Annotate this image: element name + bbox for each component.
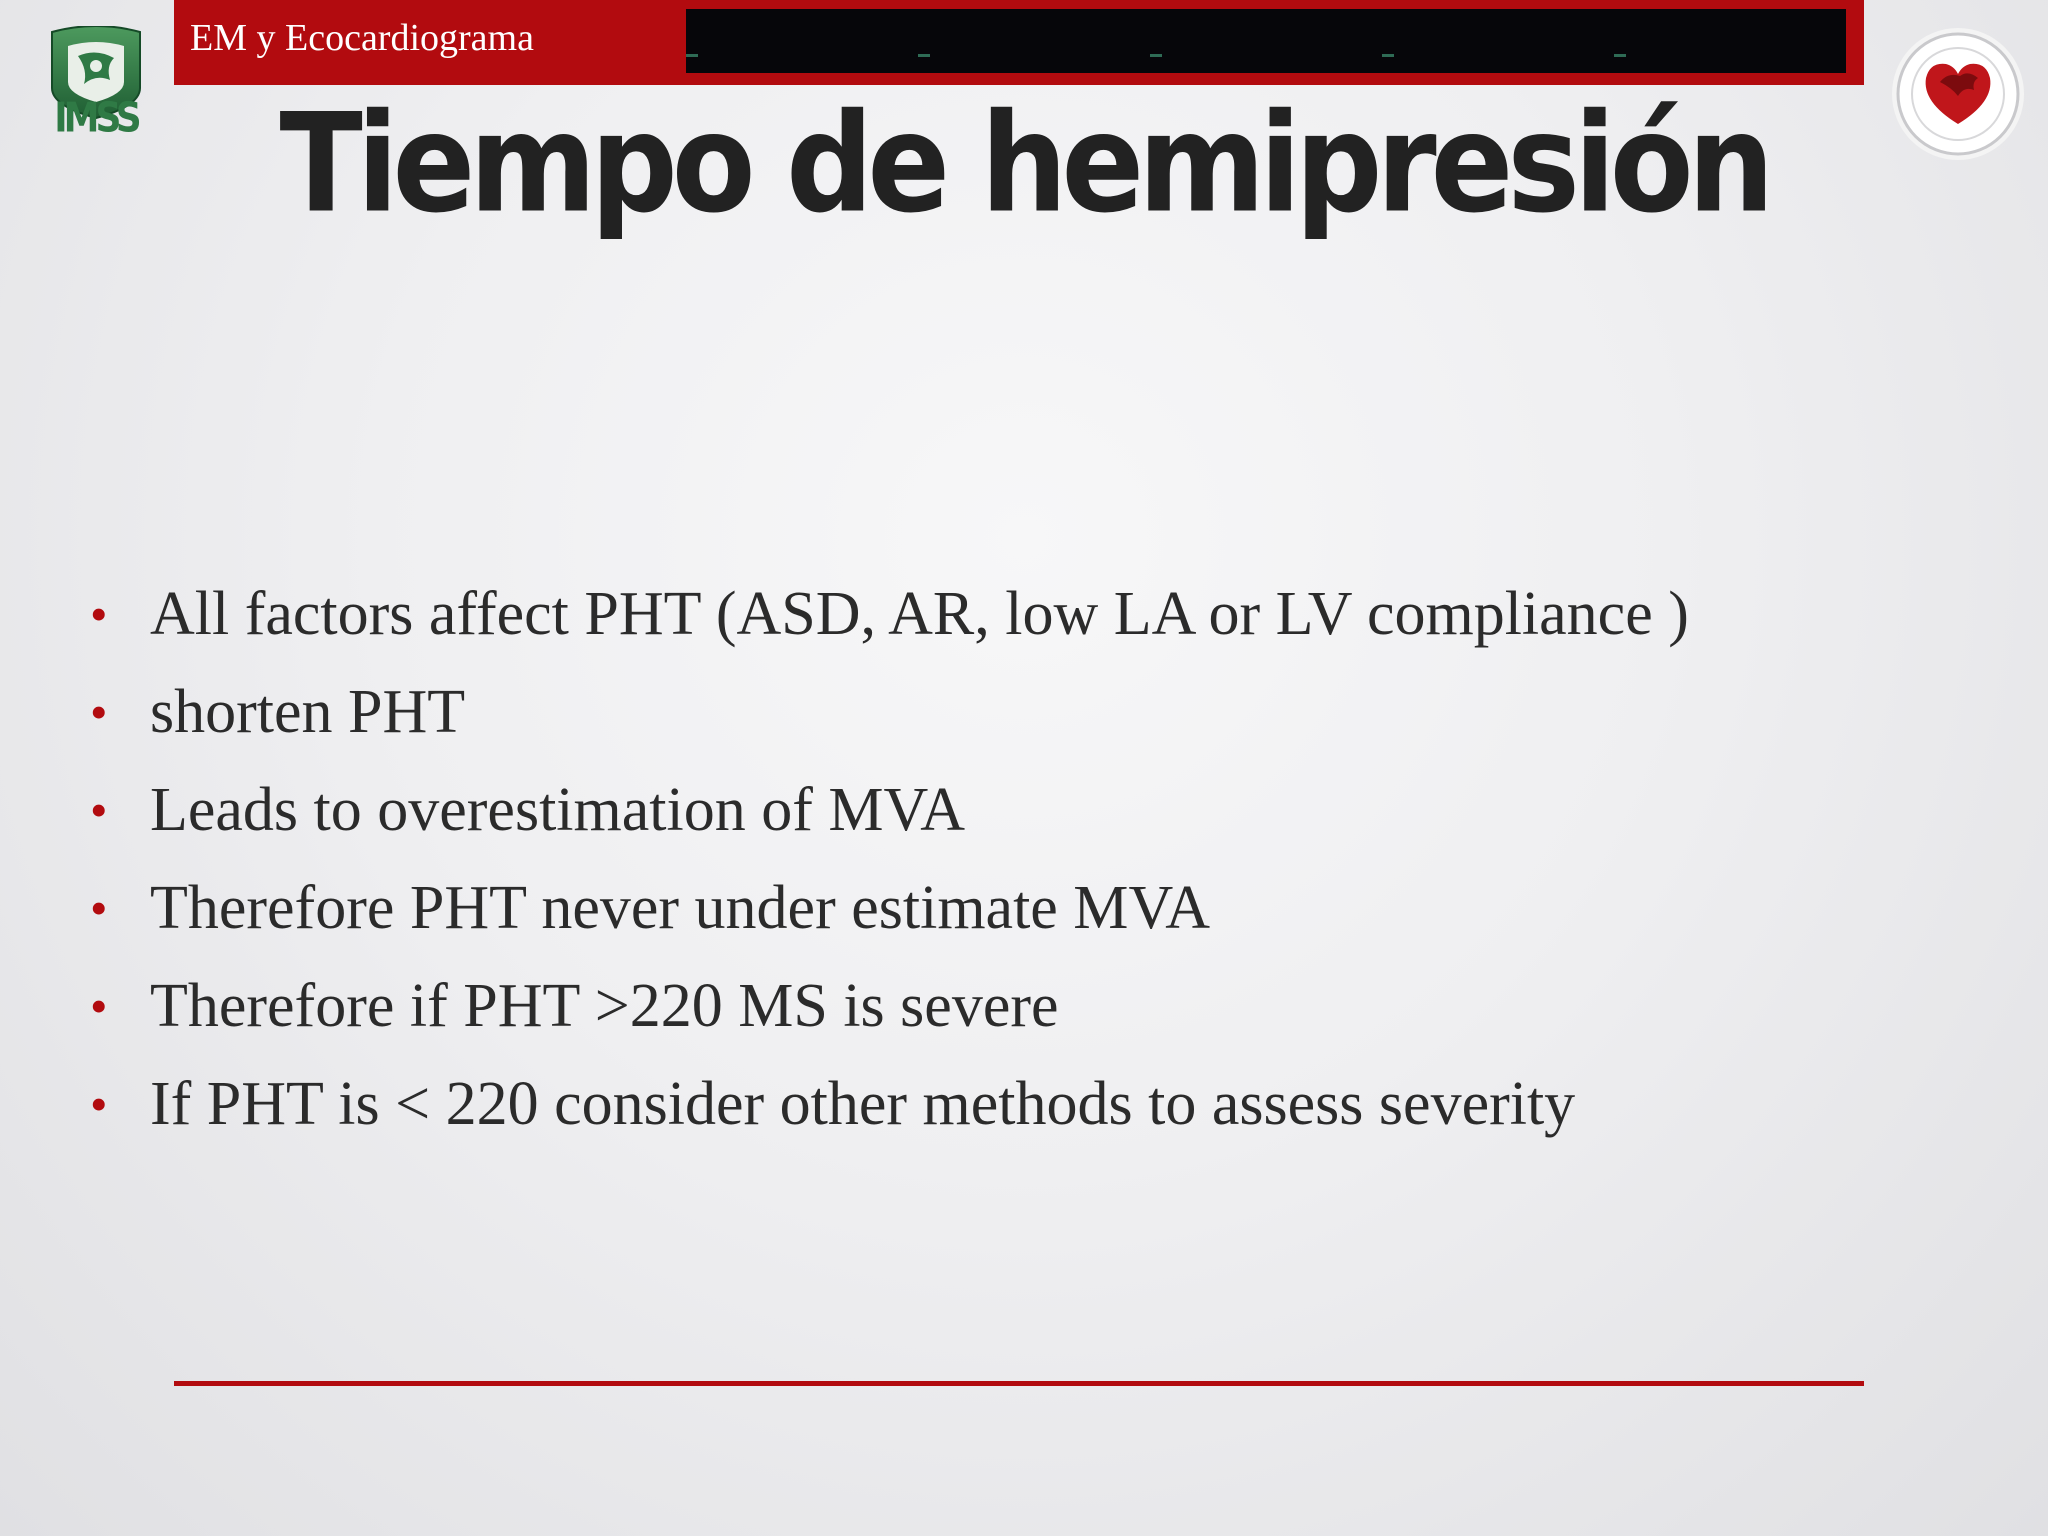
strip-tick (1382, 54, 1394, 57)
bullet-dot-icon: • (90, 684, 108, 740)
bullet-item (90, 761, 1990, 859)
bullet-text: shorten PHT (150, 678, 466, 746)
strip-tick (1150, 54, 1162, 57)
strip-tick (686, 54, 698, 57)
bullet-dot-icon: • (90, 586, 108, 642)
bullet-item (90, 957, 1990, 1055)
bullet-list (90, 565, 1990, 1153)
bullet-text: Therefore if PHT >220 MS is severe (150, 972, 1059, 1040)
bullet-item (90, 1055, 1990, 1153)
bullet-dot-icon: • (90, 978, 108, 1034)
bullet-text: Leads to overestimation of MVA (150, 776, 966, 844)
slide-title: Tiempo de hemipresión (279, 84, 1769, 244)
bullet-text: If PHT is < 220 consider other methods to assess severity (150, 1070, 1576, 1138)
bullet-dot-icon: • (90, 1076, 108, 1132)
bullet-item (90, 859, 1990, 957)
strip-tick (1614, 54, 1626, 57)
footer-divider (174, 1381, 1864, 1386)
imss-logo-text: IMSS (54, 94, 138, 143)
bullet-text: Therefore PHT never under estimate MVA (150, 874, 1210, 942)
bullet-dot-icon: • (90, 880, 108, 936)
strip-tick (918, 54, 930, 57)
bullet-text: All factors affect PHT (ASD, AR, low LA or LV compliance ) (150, 580, 1689, 648)
bullet-dot-icon: • (90, 782, 108, 838)
bullet-item (90, 663, 1990, 761)
echo-video-strip (686, 9, 1846, 73)
bullet-item (90, 565, 1990, 663)
header-label: EM y Ecocardiograma (190, 17, 534, 59)
